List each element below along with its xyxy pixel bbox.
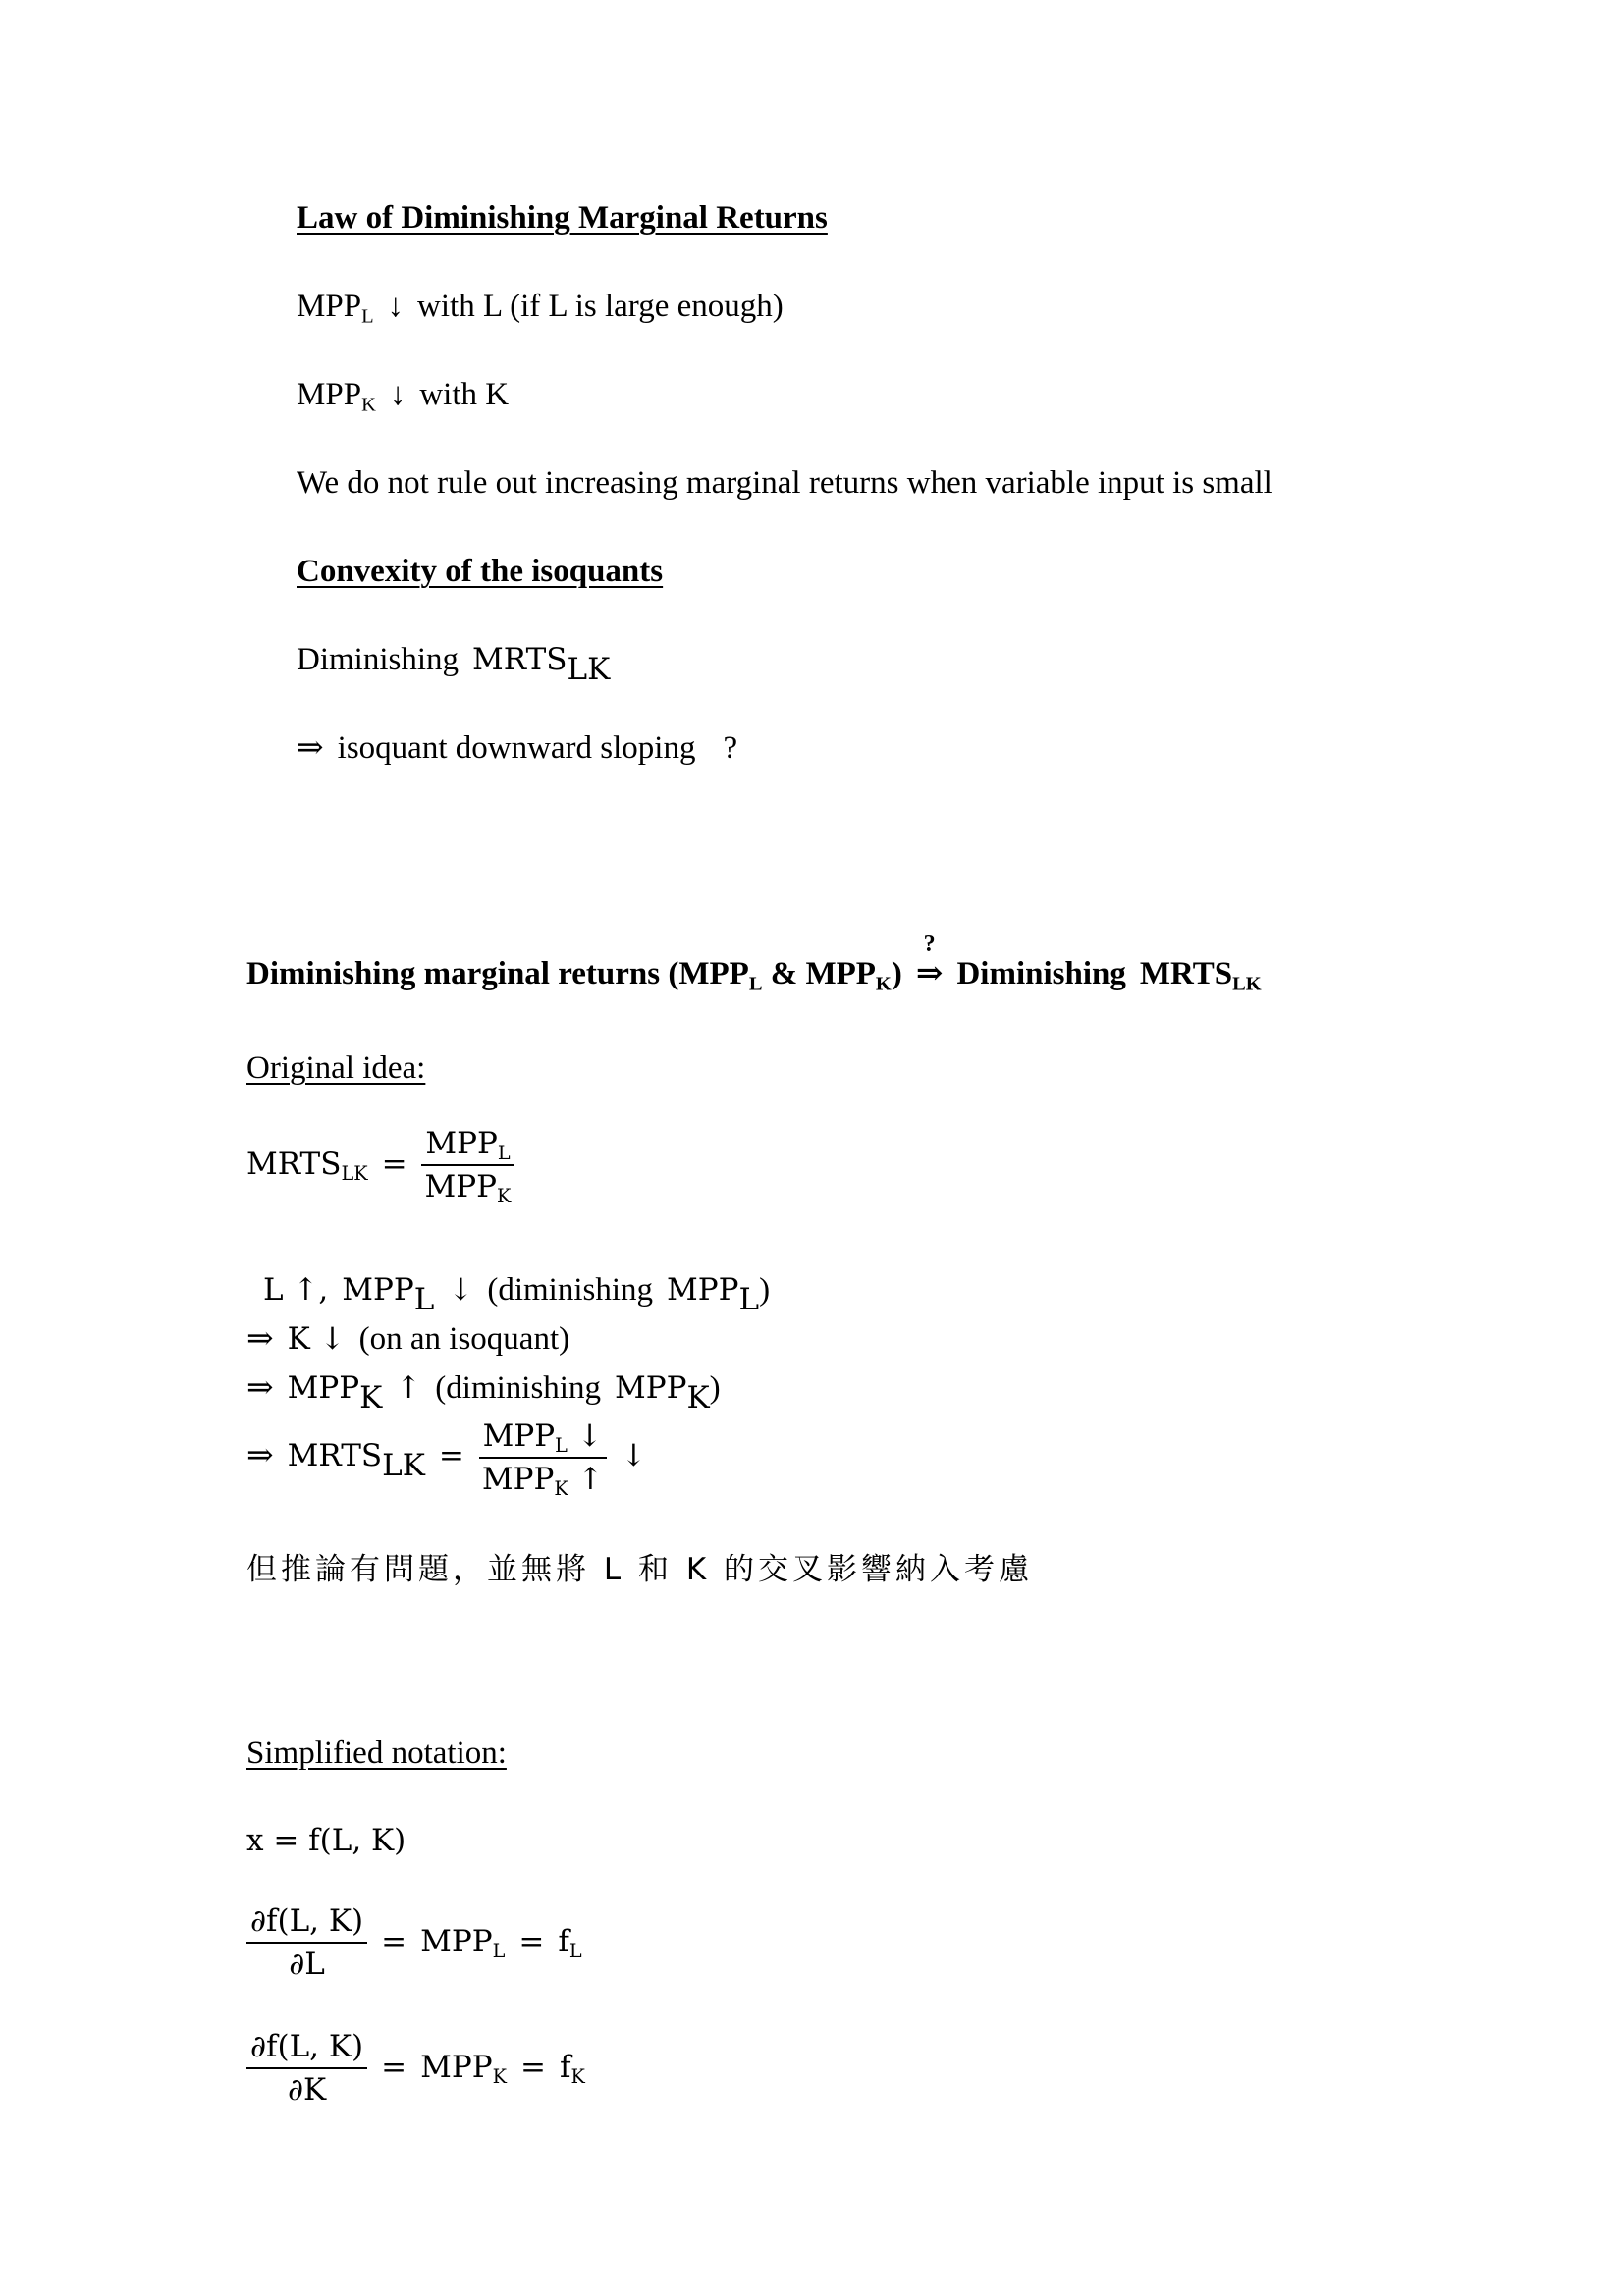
mppk-statement: [297, 377, 510, 416]
fraction-numerator: $MPP_L$ ↓: [479, 1421, 607, 1459]
paren: ): [709, 1370, 721, 1406]
subscript: L: [738, 1281, 760, 1317]
implies-arrow-icon: ⇒: [297, 730, 324, 766]
partial-fraction: [246, 1903, 367, 1982]
mrts-symbol: MRTS: [472, 642, 568, 677]
subscript: K: [492, 2065, 507, 2089]
fraction-denominator: ∂L: [289, 1947, 325, 1982]
mpp-symbol: MPP: [614, 1370, 687, 1406]
production-function: x = f(L, K): [246, 1823, 406, 1858]
paren: ): [759, 1272, 771, 1308]
mpp-symbol: MPP: [297, 289, 362, 324]
reasoning-step-2: [246, 1323, 569, 1356]
question-mark: ?: [923, 932, 936, 957]
fraction-numerator: ∂f(L, K): [246, 2032, 367, 2069]
fraction-denominator: $MPP_K$: [424, 1169, 512, 1208]
up-arrow-icon: ↑: [577, 1462, 604, 1497]
reasoning-step-3: [246, 1370, 721, 1415]
simplified-notation-label: Simplified notation:: [246, 1735, 507, 1771]
equals-sign: =: [381, 1924, 407, 1959]
mpp-ratio-fraction: [421, 1126, 515, 1208]
subscript: K: [875, 973, 892, 995]
subscript: K: [686, 1379, 710, 1415]
mrts-symbol: MRTS: [287, 1438, 383, 1474]
down-arrow-icon: ↓: [387, 289, 405, 324]
partial-derivative-l: [246, 1903, 582, 1982]
reasoning-step-1: [263, 1272, 771, 1317]
heading-convexity: Convexity of the isoquants: [297, 554, 664, 589]
equals-sign: =: [519, 2050, 546, 2085]
mpp-ratio-fraction: [478, 1418, 608, 1501]
original-idea-label: Original idea:: [246, 1050, 426, 1086]
heading-part: & MPP: [762, 956, 876, 991]
step-text: (diminishing: [435, 1370, 601, 1406]
fraction-denominator: ∂K: [287, 2072, 327, 2108]
isoquant-text: isoquant downward sloping: [337, 730, 696, 766]
equals-sign: =: [438, 1438, 464, 1474]
increasing-returns-note: We do not rule out increasing marginal returns when variable input is small: [297, 465, 1272, 501]
equals-sign: =: [381, 2050, 407, 2085]
statement-text: with L (if L is large enough): [417, 289, 784, 324]
implies-arrow-icon: ⇒: [246, 1370, 274, 1406]
equals-sign: =: [381, 1147, 407, 1182]
main-question-heading: [246, 932, 1262, 995]
down-arrow-icon: ↓: [389, 377, 406, 412]
question-mark: ?: [723, 730, 738, 766]
down-arrow-icon: ↓: [448, 1272, 474, 1308]
mrts-formula: [246, 1126, 514, 1208]
partial-fraction: [246, 2029, 367, 2108]
up-arrow-icon: ↑: [396, 1370, 422, 1406]
mpp-symbol: MPP: [297, 377, 362, 412]
subscript: LK: [567, 651, 611, 687]
implies-arrow-icon: ⇒: [246, 1321, 274, 1357]
subscript: LK: [382, 1447, 425, 1483]
heading-diminishing-returns: Law of Diminishing Marginal Returns: [297, 200, 828, 236]
reasoning-step-4: [246, 1418, 647, 1501]
subscript: L: [568, 1940, 582, 1963]
fraction-numerator: $MPP_L$: [421, 1129, 514, 1166]
down-arrow-icon: ↓: [576, 1418, 603, 1454]
f-symbol: f: [558, 1924, 569, 1959]
mrts-symbol: MRTS: [1139, 956, 1233, 991]
fraction-denominator: $MPP_K$ ↑: [481, 1462, 604, 1501]
partial-derivative-k: [246, 2029, 585, 2108]
diminishing-mrts-line: [297, 642, 611, 687]
f-symbol: f: [559, 2050, 571, 2085]
mppl-statement: [297, 289, 784, 328]
subscript: K: [361, 394, 376, 416]
mpp-symbol: MPP: [420, 2050, 493, 2085]
step-text: (diminishing: [487, 1272, 654, 1308]
heading-part: ): [891, 956, 902, 991]
subscript: K: [570, 2065, 585, 2089]
step-text: (on an isoquant): [358, 1321, 570, 1357]
subscript: LK: [341, 1162, 368, 1186]
mpp-symbol: MPP: [420, 1924, 493, 1959]
subscript: L: [413, 1281, 435, 1317]
heading-part: Diminishing marginal returns (MPP: [246, 956, 749, 991]
subscript: LK: [1232, 973, 1262, 995]
subscript: K: [359, 1379, 383, 1415]
fraction-numerator: ∂f(L, K): [246, 1906, 367, 1944]
mpp-symbol: MPP: [287, 1370, 360, 1406]
mrts-symbol: MRTS: [246, 1147, 342, 1182]
heading-part: Diminishing: [956, 956, 1126, 991]
subscript: L: [361, 305, 374, 328]
chinese-note: 但推論有問題，並無將 L 和 K 的交叉影響納入考慮: [246, 1552, 1034, 1587]
questioned-implication: [916, 933, 944, 990]
l-increase: L ↑,: [263, 1272, 329, 1308]
subscript: L: [748, 973, 763, 995]
isoquant-sloping-line: [297, 732, 737, 765]
k-decrease: K ↓: [287, 1321, 346, 1357]
down-arrow-icon: ↓: [621, 1438, 647, 1474]
mpp-symbol: MPP: [342, 1272, 414, 1308]
implies-arrow-icon: ⇒: [915, 956, 944, 991]
subscript: L: [492, 1940, 506, 1963]
implies-arrow-icon: ⇒: [246, 1438, 274, 1474]
equals-sign: =: [518, 1924, 545, 1959]
statement-text: with K: [419, 377, 510, 412]
mpp-symbol: MPP: [667, 1272, 739, 1308]
diminishing-label: Diminishing: [297, 642, 460, 677]
